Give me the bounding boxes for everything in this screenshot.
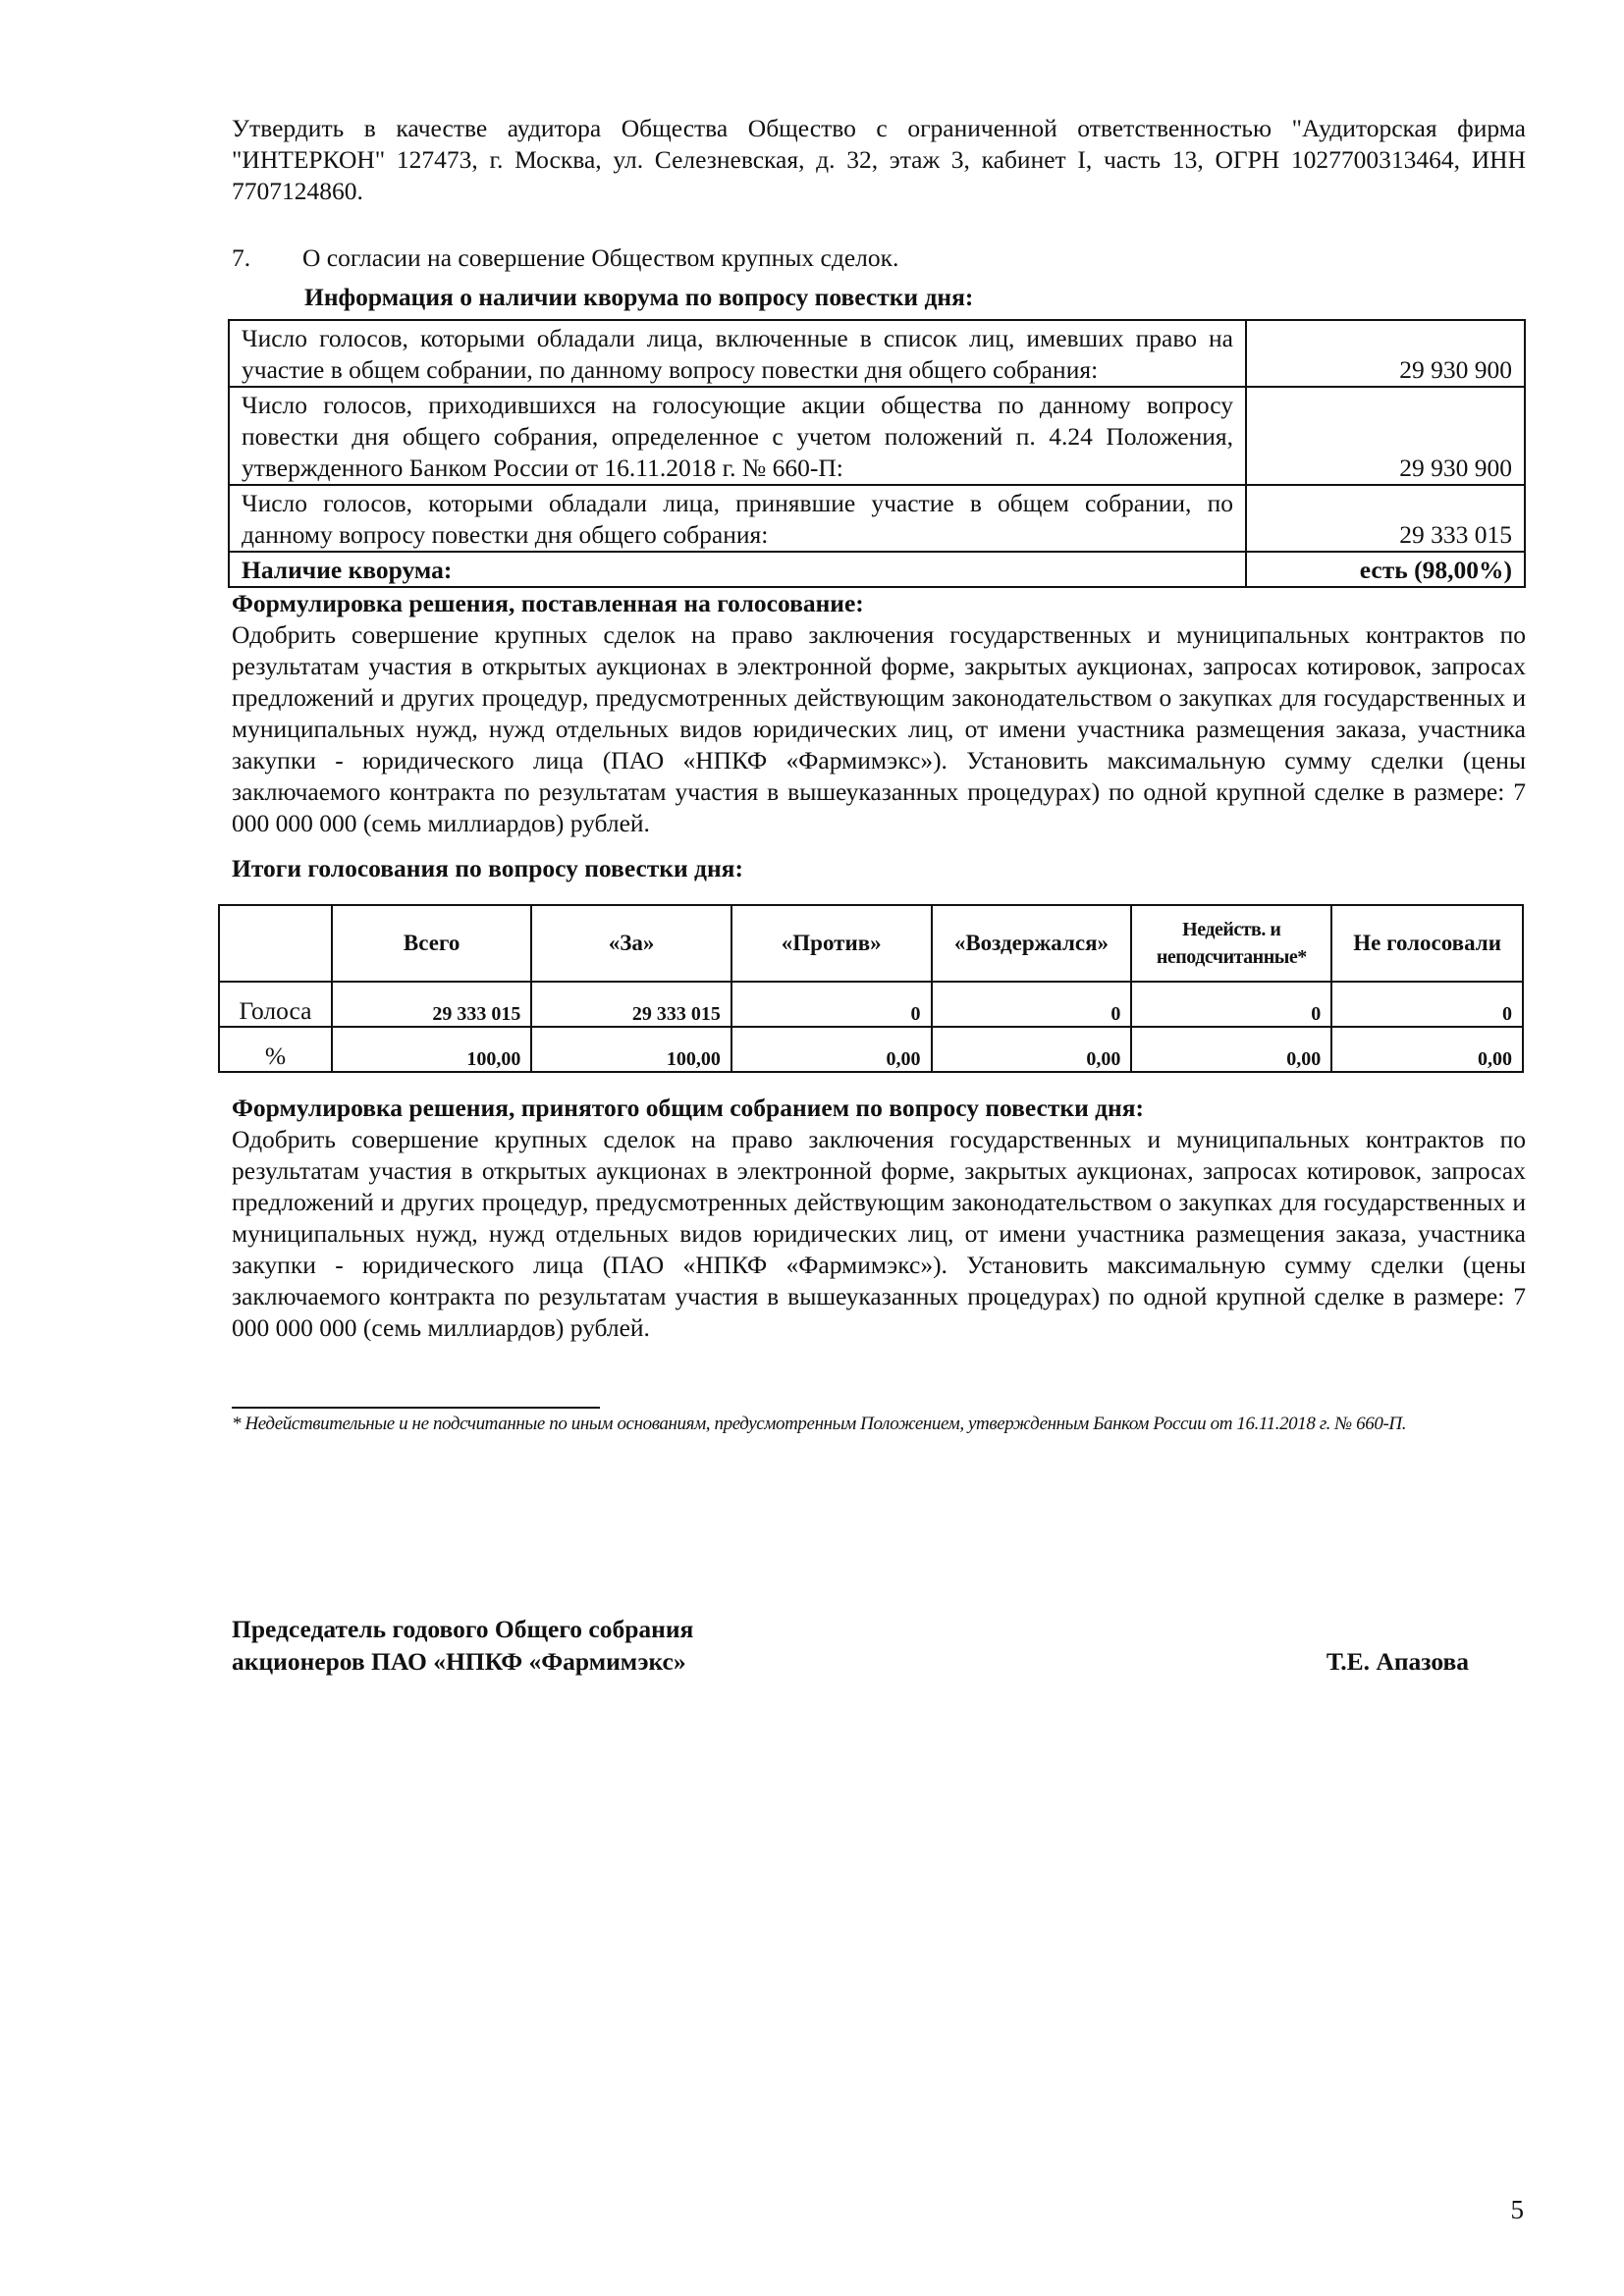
voting-row-label: Голоса — [219, 982, 332, 1027]
voting-row-label: % — [219, 1027, 332, 1072]
voting-cell: 0,00 — [1131, 1027, 1331, 1072]
page-number: 5 — [1510, 2195, 1524, 2224]
voting-row-votes — [219, 982, 1523, 1027]
quorum-row-label: Число голосов, приходившихся на голосующие акции общества по данному вопросу повестки дня общего собрания, определенное с учетом положений п. 4.24 Положения, утвержденного Банком России от 16.11.2018 г. № 660-П: — [229, 387, 1246, 485]
quorum-row-label: Число голосов, которыми обладали лица, принявшие участие в общем собрании, по данному вопросу повестки дня общего собрания: — [229, 485, 1246, 552]
quorum-row-label: Число голосов, которыми обладали лица, включенные в список лиц, имевших право на участие в общем собрании, по данному вопросу повестки дня общего собрания: — [229, 320, 1246, 387]
agenda-item-text: О согласии на совершение Обществом крупных сделок. — [302, 243, 899, 272]
quorum-total-row — [229, 552, 1525, 587]
signatory-name: Т.Е. Апазова — [1326, 1647, 1469, 1676]
voting-cell: 100,00 — [332, 1027, 532, 1072]
voting-cell: 0,00 — [932, 1027, 1132, 1072]
voting-cell: 0 — [932, 982, 1132, 1027]
voting-column-header: «За» — [531, 905, 731, 982]
quorum-row-value: 29 333 015 — [1246, 485, 1525, 552]
signature-block — [232, 1613, 1469, 1678]
adopted-decision-text: Одобрить совершение крупных сделок на право заключения государственных и муниципальных контрактов по результатам участия в открытых аукционах в электронной форме, закрытых аукционах, запросах котировок, запросах предложений и других процедур, предусмотренных действующим законодательством о закупках для государственных и муниципальных нужд, нужд отдельных видов юридических лиц, от имени участника размещения заказа, участника закупки - юридического лица (ПАО «НПКФ «Фармимэкс»). Установить максимальную сумму сделки (цены заключаемого контракта по результатам участия в вышеуказанных процедурах) по одной крупной сделке в размере: 7 000 000 000 (семь миллиардов) рублей. — [232, 1125, 1526, 1342]
voting-cell: 0 — [1131, 982, 1331, 1027]
voting-cell: 29 333 015 — [531, 982, 731, 1027]
quorum-total-value: есть (98,00%) — [1246, 552, 1525, 587]
quorum-row — [229, 485, 1525, 552]
voting-column-header: Недейств. и неподсчитанные* — [1131, 905, 1331, 982]
voting-column-header — [219, 905, 332, 982]
auditor-approval-text: Утвердить в качестве аудитора Общества Общество с ограниченной ответственностью "Аудиторская фирма "ИНТЕРКОН" 127473, г. Москва, ул. Селезневская, д. 32, этаж 3, кабинет I, часть 13, ОГРН 1027700313464, ИНН 7707124860. — [232, 114, 1526, 205]
voting-header-row — [219, 905, 1523, 982]
quorum-heading: Информация о наличии кворума по вопросу повестки дня: — [304, 283, 974, 311]
voting-results-heading: Итоги голосования по вопросу повестки дня: — [232, 854, 743, 882]
voting-cell: 0 — [731, 982, 932, 1027]
quorum-row-value: 29 930 900 — [1246, 320, 1525, 387]
quorum-total-label: Наличие кворума: — [229, 552, 1246, 587]
quorum-row-value: 29 930 900 — [1246, 387, 1525, 485]
voting-column-header: Не голосовали — [1331, 905, 1523, 982]
proposed-decision-heading: Формулировка решения, поставленная на голосование: — [232, 589, 864, 617]
voting-cell: 0 — [1331, 982, 1523, 1027]
voting-results-table — [218, 904, 1524, 1073]
voting-cell: 100,00 — [531, 1027, 731, 1072]
agenda-item — [232, 242, 1526, 274]
voting-row-percent — [219, 1027, 1523, 1072]
voting-column-header: Всего — [332, 905, 532, 982]
voting-column-header: «Против» — [731, 905, 932, 982]
document-body — [232, 113, 1526, 1438]
signature-title-line1: Председатель годового Общего собрания — [232, 1615, 694, 1643]
signature-title-line2: акционеров ПАО «НПКФ «Фармимэкс» — [232, 1647, 686, 1676]
voting-cell: 0,00 — [1331, 1027, 1523, 1072]
quorum-row — [229, 387, 1525, 485]
voting-column-header: «Воздержался» — [932, 905, 1132, 982]
footnote: * Недействительные и не подсчитанные по иным основаниям, предусмотренным Положением, утвержденным Банком России от 16.11.2018 г. № 660-П. — [232, 1414, 1407, 1434]
agenda-item-number: 7. — [232, 243, 251, 272]
voting-cell: 0,00 — [731, 1027, 932, 1072]
quorum-row — [229, 320, 1525, 387]
voting-cell: 29 333 015 — [332, 982, 532, 1027]
footnote-divider — [232, 1407, 600, 1409]
proposed-decision-text: Одобрить совершение крупных сделок на право заключения государственных и муниципальных контрактов по результатам участия в открытых аукционах в электронной форме, закрытых аукционах, запросах котировок, запросах предложений и других процедур, предусмотренных действующим законодательством о закупках для государственных и муниципальных нужд, нужд отдельных видов юридических лиц, от имени участника размещения заказа, участника закупки - юридического лица (ПАО «НПКФ «Фармимэкс»). Установить максимальную сумму сделки (цены заключаемого контракта по результатам участия в вышеуказанных процедурах) по одной крупной сделке в размере: 7 000 000 000 (семь миллиардов) рублей. — [232, 620, 1526, 837]
quorum-table — [228, 319, 1526, 588]
adopted-decision-heading: Формулировка решения, принятого общим собранием по вопросу повестки дня: — [232, 1094, 1145, 1122]
